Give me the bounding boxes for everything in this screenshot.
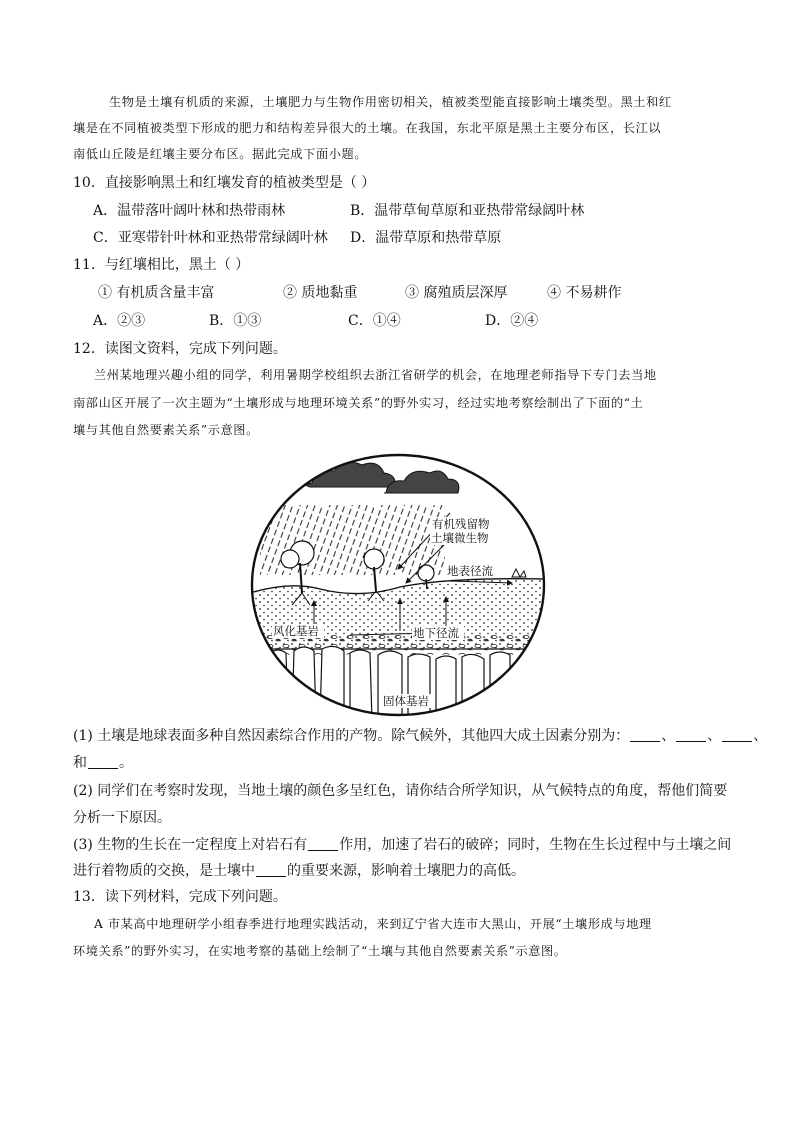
soil-relationship-diagram (250, 453, 546, 717)
label-surface-runoff: 地表径流 (447, 564, 493, 578)
q12-part-3-text-d: 的重要来源，影响着土壤肥力的高低。 (287, 863, 525, 879)
question-13-stem: 13．读下列材料，完成下列问题。 (73, 889, 287, 905)
q12-part-3-line-1 (73, 836, 731, 854)
q11-statement-2: ② 质地黏重 (283, 285, 358, 301)
label-organic-residue: 有机残留物 (432, 517, 490, 531)
answer-blank[interactable] (630, 728, 660, 742)
q13-material-line-1: A 市某高中地理研学小组春季进行地理实践活动，来到辽宁省大连市大黑山，开展“土壤形成与地理 (94, 917, 652, 931)
q12-part-2-line-2: 分析一下原因。 (73, 810, 171, 826)
question-12-stem: 12．读图文资料，完成下列问题。 (73, 341, 287, 357)
question-10-stem: 10．直接影响黑土和红壤发育的植被类型是（ ） (73, 175, 376, 191)
q12-part-3-line-2 (73, 862, 525, 880)
q12-material-line-2: 南部山区开展了一次主题为“土壤形成与地理环境关系”的野外实习，经过实地考察绘制出了下面的“土 (73, 396, 644, 410)
material-1-line-3: 南低山丘陵是红壤主要分布区。据此完成下面小题。 (73, 147, 368, 161)
q10-option-a: A．温带落叶阔叶林和热带雨林 (93, 203, 286, 219)
q12-part-3-text-b: 作用，加速了岩石的破碎；同时，生物在生长过程中与土壤之间 (339, 837, 732, 853)
q12-part-3-text-c: 进行着物质的交换，是土壤中 (73, 863, 255, 879)
answer-blank[interactable] (88, 755, 118, 769)
separator: 、 (753, 728, 768, 744)
q11-option-d: D．②④ (485, 313, 539, 329)
answer-blank[interactable] (256, 863, 286, 877)
q12-part-1-cont (73, 754, 133, 772)
q12-material-line-3: 壤与其他自然要素关系”示意图。 (73, 423, 259, 437)
label-underground-runoff: 地下径流 (413, 626, 459, 640)
q11-option-c: C．①④ (348, 313, 401, 329)
period: 。 (119, 755, 133, 771)
label-weathered-bedrock: 风化基岩 (273, 624, 319, 638)
separator: 、 (707, 728, 722, 744)
label-soil-microbes: 土壤微生物 (431, 531, 489, 545)
material-1-line-2: 壤是在不同植被类型下形成的肥力和结构差异很大的土壤。在我国，东北平原是黑土主要分布区，长江以 (73, 121, 662, 135)
q12-part-1-text: (1) 土壤是地球表面多种自然因素综合作用的产物。除气候外，其他四大成土因素分别为： (73, 728, 630, 744)
q13-material-line-2: 环境关系”的野外实习，在实地考察的基础上绘制了“土壤与其他自然要素关系”示意图。 (73, 944, 567, 958)
answer-blank[interactable] (676, 728, 706, 742)
q11-option-a: A．②③ (93, 313, 146, 329)
material-1-line-1: 生物是土壤有机质的来源，土壤肥力与生物作用密切相关，植被类型能直接影响土壤类型。黑土和红 (109, 95, 672, 109)
answer-blank[interactable] (308, 837, 338, 851)
q11-statement-3: ③ 腐殖质层深厚 (405, 285, 508, 301)
q10-option-b: B．温带草甸草原和亚热带常绿阔叶林 (350, 203, 585, 219)
answer-blank[interactable] (722, 728, 752, 742)
q12-material-line-1: 兰州某地理兴趣小组的同学，利用暑期学校组织去浙江省研学的机会，在地理老师指导下专门去当地 (94, 368, 657, 382)
q11-statement-1: ① 有机质含量丰富 (98, 285, 215, 301)
q10-option-d: D．温带草原和热带草原 (350, 230, 502, 246)
q12-part-1-and: 和 (73, 755, 87, 771)
q11-statement-4: ④ 不易耕作 (547, 285, 622, 301)
q12-part-2-line-1: (2) 同学们在考察时发现，当地土壤的颜色多呈红色，请你结合所学知识，从气候特点的角度，帮他们简要 (73, 783, 728, 799)
q12-part-1 (73, 727, 767, 745)
separator: 、 (661, 728, 676, 744)
label-solid-bedrock: 固体基岩 (383, 694, 429, 708)
question-11-stem: 11．与红壤相比，黑土（ ） (73, 257, 250, 273)
q12-part-3-text-a: (3) 生物的生长在一定程度上对岩石有 (73, 837, 308, 853)
q10-option-c: C．亚寒带针叶林和亚热带常绿阔叶林 (93, 230, 328, 246)
q11-option-b: B．①③ (209, 313, 262, 329)
